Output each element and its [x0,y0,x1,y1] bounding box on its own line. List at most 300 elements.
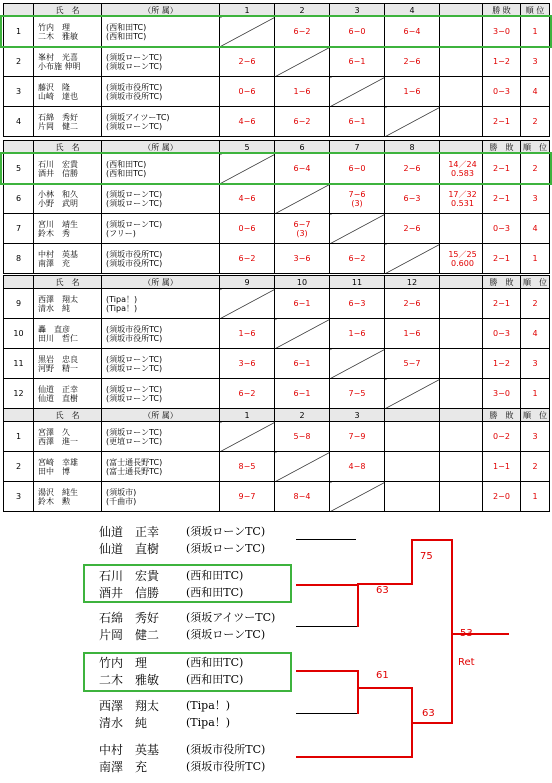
player-row [4,379,550,409]
player-row [4,77,550,107]
win-loss-record: 3−0 [483,17,521,47]
match-score [330,379,385,409]
player-name: 藤沢 隆 [38,82,70,92]
win-loss-record: 2−1 [483,289,521,319]
bracket-pair-4-club-2: (西和田TC) [186,673,244,686]
bracket-pair-1-club-2: (須坂ローンTC) [186,542,266,555]
score-text: 1−6 [238,329,256,338]
player-row [4,452,550,482]
win-loss-record: 0−3 [483,319,521,349]
player-name: 小布施 伸明 [38,61,81,71]
column-header: 順 位 [521,409,550,422]
score-text: 2−6 [403,299,421,308]
score-text: 6−1 [293,359,311,368]
match-score [330,184,385,214]
column-header: 9 [220,276,275,289]
column-header [440,4,483,17]
player-name: 仙道 正幸 [38,384,78,394]
score-text: 3−6 [293,254,311,263]
player-name: 西澤 翔太 [38,294,78,304]
win-loss-record: 3−0 [483,379,521,409]
match-score [275,349,330,379]
player-clubs [102,244,220,274]
match-score [330,452,385,482]
player-row [4,47,550,77]
score-text: 1−6 [293,87,311,96]
player-name: 清水 純 [38,303,70,313]
player-names [34,289,102,319]
match-score [330,244,385,274]
bracket-pair-2-club-2: (西和田TC) [186,586,244,599]
player-names [34,77,102,107]
player-row [4,17,550,47]
score-text: 6−4 [403,27,421,36]
match-score [275,214,330,244]
row-number: 8 [4,244,34,274]
column-header: 7 [330,141,385,154]
player-name: 石綿 秀好 [38,112,78,122]
player-name: 田川 哲仁 [38,333,78,343]
row-number: 11 [4,349,34,379]
score-text: 6−0 [348,164,366,173]
rank: 3 [521,184,550,214]
match-score [330,422,385,452]
rank: 2 [521,154,550,184]
player-names [34,184,102,214]
match-score [385,422,440,452]
match-score [275,244,330,274]
player-name: 南澤 充 [38,258,70,268]
player-clubs [102,422,220,452]
bracket-line [296,756,413,758]
match-score [330,107,385,137]
player-row [4,214,550,244]
self-match-cell [385,107,440,137]
player-club: (富士通長野TC) [106,457,163,467]
player-club: (須坂ローンTC) [106,384,163,394]
game-ratio [440,379,483,409]
match-score [275,422,330,452]
bracket-pair-6-club-2: (須坂市役所TC) [186,760,266,773]
match-score [220,349,275,379]
column-header: 10 [275,276,330,289]
player-row [4,184,550,214]
player-club: (須坂アイツーTC) [106,112,170,122]
bracket-line [296,713,358,714]
score-text: 7−6 [348,189,366,199]
player-club: (須坂市) [106,487,137,497]
match-score [220,452,275,482]
rank: 2 [521,107,550,137]
player-names [34,349,102,379]
player-row [4,482,550,512]
self-match-cell [220,154,275,184]
player-names [34,214,102,244]
player-club: (西和田TC) [106,168,147,178]
bracket-line [357,583,359,627]
row-number: 7 [4,214,34,244]
player-name: 竹内 理 [38,22,70,32]
column-header [4,141,34,154]
round-robin-table [3,140,550,274]
row-number: 6 [4,184,34,214]
player-clubs [102,482,220,512]
column-header [440,141,483,154]
row-number: 12 [4,379,34,409]
bracket-line [411,539,453,541]
game-ratio [440,107,483,137]
rank: 1 [521,482,550,512]
win-loss-record: 0−3 [483,214,521,244]
player-names [34,452,102,482]
column-header [440,409,483,422]
win-loss-record: 1−2 [483,47,521,77]
player-clubs [102,154,220,184]
player-clubs [102,184,220,214]
player-name: 峯村 光喜 [38,52,78,62]
game-ratio-text: 0.531 [451,198,474,208]
game-ratio [440,17,483,47]
score-text: 0−6 [238,87,256,96]
player-club: (須坂ローンTC) [106,363,163,373]
game-ratio [440,349,483,379]
match-score [275,482,330,512]
game-ratio [440,214,483,244]
bracket-score: 75 [420,551,433,562]
score-text: 1−6 [348,329,366,338]
column-header: 2 [275,4,330,17]
rank: 4 [521,214,550,244]
player-club: (須坂市役所TC) [106,324,163,334]
match-score [385,47,440,77]
bracket-pair-3-name-1: 石綿 秀好 [99,611,160,625]
score-text: 6−2 [238,389,256,398]
column-header: 勝 敗 [483,276,521,289]
player-club: (須坂市役所TC) [106,249,163,259]
player-club: (Tipa！) [106,294,138,304]
player-row [4,319,550,349]
player-names [34,482,102,512]
bracket-line [296,670,358,672]
score-text: 2−6 [238,57,256,66]
bracket-score: 53 [460,628,473,639]
win-loss-record: 2−1 [483,184,521,214]
match-score [385,154,440,184]
score-text: 2−6 [403,224,421,233]
bracket-pair-5-name-1: 西澤 翔太 [99,699,160,713]
bracket-pair-5-club-1: (Tipa！) [186,699,231,712]
player-clubs [102,17,220,47]
column-header: 1 [220,409,275,422]
match-score [220,379,275,409]
game-ratio [440,244,483,274]
match-score [330,154,385,184]
match-score [220,77,275,107]
game-ratio [440,154,483,184]
self-match-cell [330,77,385,107]
rank: 1 [521,379,550,409]
bracket-pair-1-club-1: (須坂ローンTC) [186,525,266,538]
bracket-pair-1-name-2: 仙道 直樹 [99,542,160,556]
score-text: 8−5 [238,462,256,471]
self-match-cell [220,422,275,452]
player-names [34,107,102,137]
game-ratio-text: 15／25 [448,249,477,259]
match-score [275,289,330,319]
bracket-pair-6-club-1: (須坂市役所TC) [186,743,266,756]
match-score [330,17,385,47]
player-club: (須坂ローンTC) [106,427,163,437]
bracket-line [411,539,413,585]
player-club: (須坂ローンTC) [106,52,163,62]
bracket-pair-3-name-2: 片岡 健二 [99,628,160,642]
player-clubs [102,214,220,244]
round-robin-table [3,3,550,137]
column-header: 勝 敗 [483,409,521,422]
player-club: (須坂市役所TC) [106,82,163,92]
player-club: (須坂ローンTC) [106,61,163,71]
match-score [220,107,275,137]
player-name: 宮崎 幸雄 [38,457,78,467]
player-club: (更埴ローンTC) [106,436,163,446]
bracket-pair-1-name-1: 仙道 正幸 [99,525,160,539]
player-names [34,319,102,349]
bracket-pair-3-club-1: (須坂アイツーTC) [186,611,276,624]
column-header: 5 [220,141,275,154]
self-match-cell [275,452,330,482]
player-name: 河野 精一 [38,363,78,373]
game-ratio [440,482,483,512]
self-match-cell [330,482,385,512]
win-loss-record: 2−1 [483,154,521,184]
match-score [330,47,385,77]
score-text: 2−6 [403,164,421,173]
column-header: （所 属） [102,141,220,154]
bracket-line [411,722,453,724]
score-text: 6−2 [348,254,366,263]
player-name: 小林 和久 [38,189,78,199]
match-score [275,77,330,107]
player-club: (須坂ローンTC) [106,354,163,364]
win-loss-record: 2−1 [483,244,521,274]
player-club: (須坂市役所TC) [106,333,163,343]
score-text: 6−2 [293,27,311,36]
score-text: 6−2 [293,117,311,126]
match-score [275,17,330,47]
column-header [385,409,440,422]
win-loss-record: 1−1 [483,452,521,482]
bracket-line [357,670,359,714]
game-ratio [440,452,483,482]
bracket-pair-4-club-1: (西和田TC) [186,656,244,669]
score-text: 7−5 [348,389,366,398]
row-number: 1 [4,422,34,452]
round-robin-table [3,408,550,512]
player-name: 中村 英基 [38,249,78,259]
bracket-line [296,584,358,586]
score-text: 1−6 [403,329,421,338]
bracket-line [296,626,358,627]
match-score [385,17,440,47]
score-text: 6−3 [348,299,366,308]
player-name: 轟 直彦 [38,324,70,334]
player-club: (西和田TC) [106,31,147,41]
win-loss-record: 2−0 [483,482,521,512]
match-score [385,77,440,107]
player-club: (富士通長野TC) [106,466,163,476]
column-header: 3 [330,409,385,422]
player-row [4,154,550,184]
column-header: 勝 敗 [483,141,521,154]
column-header [4,409,34,422]
row-number: 2 [4,452,34,482]
player-name: 湯沢 純生 [38,487,78,497]
column-header: （所 属） [102,276,220,289]
game-ratio [440,77,483,107]
match-score [275,107,330,137]
player-name: 二木 雅敏 [38,31,78,41]
score-text: 5−7 [403,359,421,368]
bracket-score: 61 [376,670,389,681]
game-ratio-text: 17／32 [448,189,477,199]
bracket-line [296,539,356,540]
player-club: (西和田TC) [106,159,147,169]
rank: 4 [521,77,550,107]
rank: 3 [521,422,550,452]
score-text: 4−6 [238,194,256,203]
bracket-line [357,687,413,689]
player-name: 仙道 直樹 [38,393,78,403]
player-name: 片岡 健二 [38,121,78,131]
score-text: 6−3 [403,194,421,203]
player-clubs [102,452,220,482]
rank: 4 [521,319,550,349]
match-score [385,214,440,244]
player-name: 山崎 達也 [38,91,78,101]
player-club: (Tipa！) [106,303,138,313]
player-name: 鈴木 勲 [38,496,70,506]
player-club: (須坂ローンTC) [106,189,163,199]
player-clubs [102,319,220,349]
bracket-pair-2-club-1: (西和田TC) [186,569,244,582]
player-names [34,154,102,184]
bracket-score: 63 [376,585,389,596]
player-clubs [102,47,220,77]
rank: 3 [521,349,550,379]
match-score [385,289,440,319]
bracket-pair-4-name-1: 竹内 理 [99,656,148,670]
column-header: 氏 名 [34,141,102,154]
score-text: 6−1 [293,389,311,398]
player-names [34,422,102,452]
match-score [220,482,275,512]
bracket-pair-6-name-1: 中村 英基 [99,743,160,757]
self-match-cell [275,184,330,214]
match-score [275,379,330,409]
bracket-line [451,539,453,724]
player-name: 宮澤 久 [38,427,70,437]
player-club: (西和田TC) [106,22,147,32]
player-club: (須坂市役所TC) [106,258,163,268]
column-header: 2 [275,409,330,422]
score-text: 1−6 [403,87,421,96]
player-club: (須坂市役所TC) [106,91,163,101]
score-text: 3−6 [238,359,256,368]
self-match-cell [330,349,385,379]
round-robin-table [3,275,550,409]
match-score [275,154,330,184]
score-text: 7−9 [348,432,366,441]
match-score [220,47,275,77]
tournament-bracket [0,515,552,783]
rank: 2 [521,452,550,482]
match-score [385,349,440,379]
score-text: 5−8 [293,432,311,441]
tiebreak-text: (3) [351,198,363,208]
self-match-cell [220,17,275,47]
column-header [440,276,483,289]
player-names [34,379,102,409]
column-header [4,4,34,17]
score-text: 8−4 [293,492,311,501]
score-text: 6−4 [293,164,311,173]
bracket-pair-6-name-2: 南澤 充 [99,760,148,774]
column-header: 12 [385,276,440,289]
win-loss-record: 1−2 [483,349,521,379]
player-names [34,244,102,274]
row-number: 3 [4,482,34,512]
player-club: (須坂ローンTC) [106,198,163,208]
score-text: 6−1 [348,57,366,66]
score-text: 6−0 [348,27,366,36]
score-text: 6−2 [238,254,256,263]
match-score [330,289,385,319]
bracket-pair-5-club-2: (Tipa！) [186,716,231,729]
player-name: 石川 宏貴 [38,159,78,169]
self-match-cell [275,47,330,77]
player-name: 酒井 信勝 [38,168,78,178]
player-club: (千曲市) [106,496,137,506]
player-row [4,422,550,452]
game-ratio-text: 14／24 [448,159,477,169]
win-loss-record: 2−1 [483,107,521,137]
game-ratio [440,184,483,214]
player-clubs [102,289,220,319]
self-match-cell [220,289,275,319]
self-match-cell [330,214,385,244]
win-loss-record: 0−3 [483,77,521,107]
column-header: 勝 敗 [483,4,521,17]
tiebreak-text: (3) [296,228,308,238]
rank: 2 [521,289,550,319]
score-text: 4−6 [238,117,256,126]
bracket-pair-4-name-2: 二木 雅敏 [99,673,160,687]
player-name: 田中 博 [38,466,70,476]
row-number: 4 [4,107,34,137]
bracket-score: Ret [458,657,475,668]
column-header: （所 属） [102,4,220,17]
column-header: 氏 名 [34,4,102,17]
column-header: 8 [385,141,440,154]
game-ratio [440,422,483,452]
row-number: 2 [4,47,34,77]
column-header: 6 [275,141,330,154]
row-number: 5 [4,154,34,184]
player-club: (須坂ローンTC) [106,219,163,229]
win-loss-record: 0−2 [483,422,521,452]
bracket-pair-2-name-1: 石川 宏貴 [99,569,160,583]
match-score [385,184,440,214]
